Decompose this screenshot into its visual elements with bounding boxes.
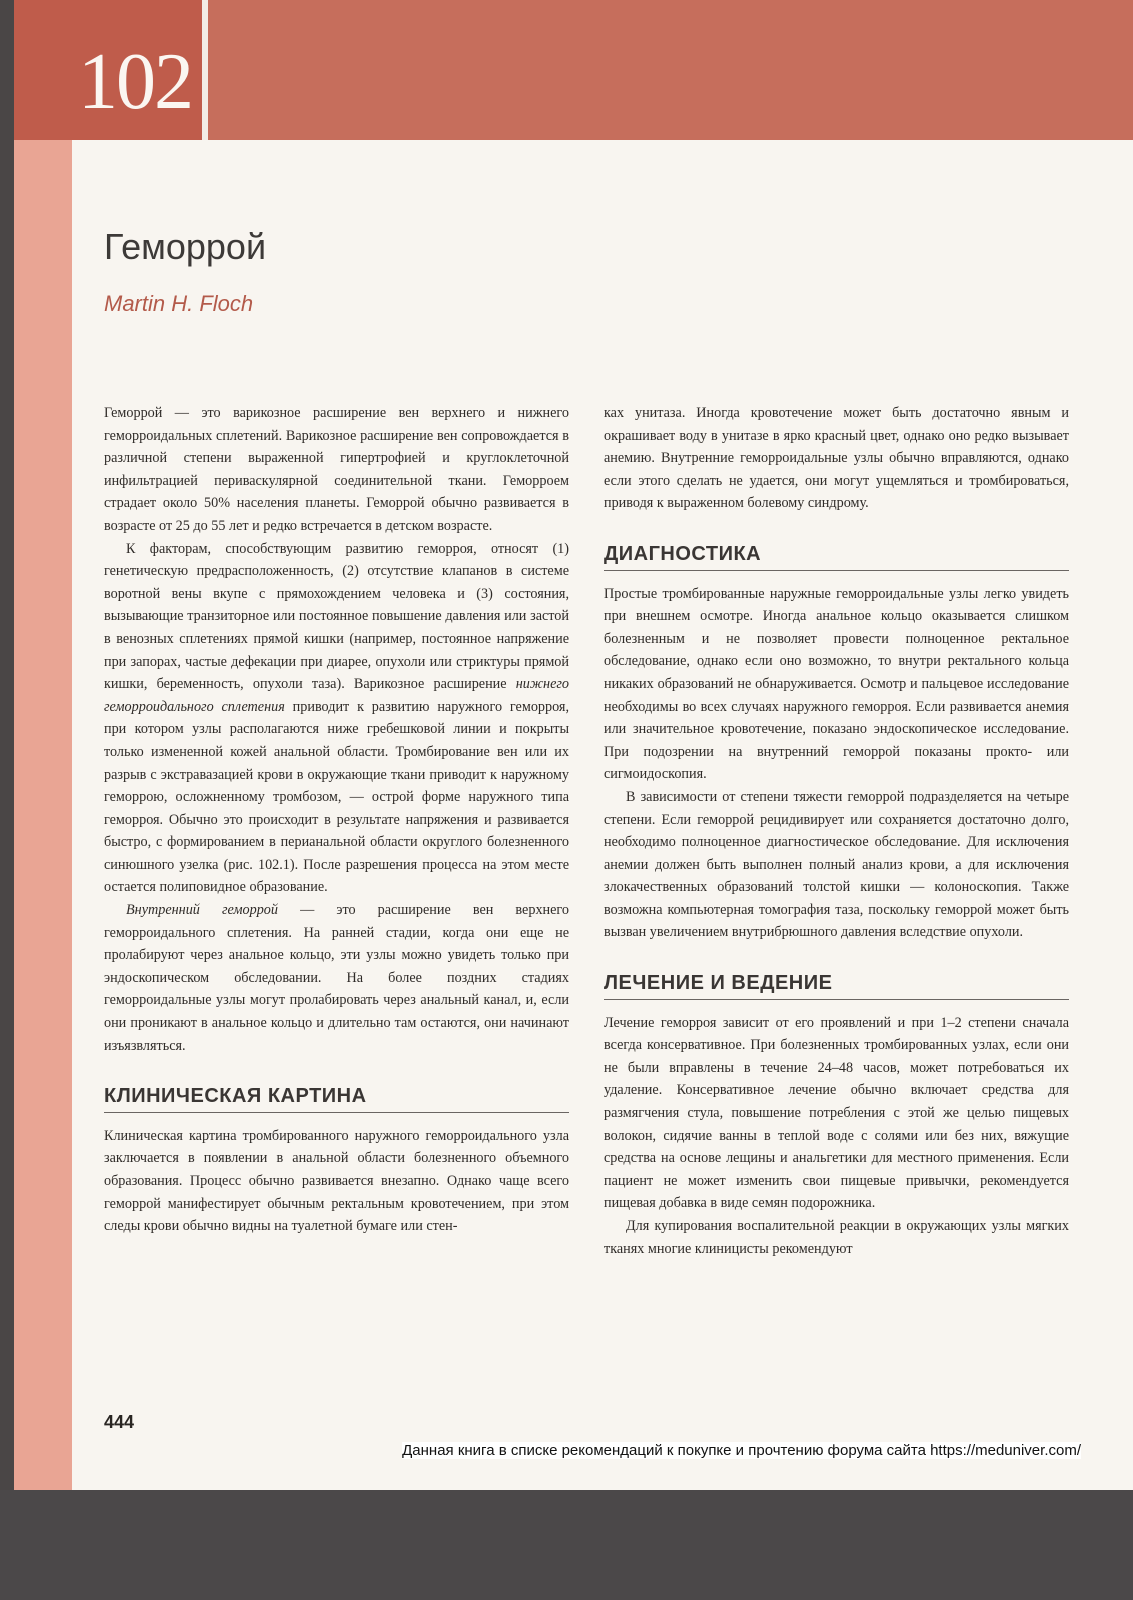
paragraph [604,583,1069,786]
paragraph [604,1215,1069,1260]
paragraph [604,786,1069,944]
paragraph [604,402,1069,515]
paragraph-text: Клиническая картина тромбированного наружного геморроидального узла заключается в появлении в анальной области болезненного объемного образования. Процесс обычно развивается внезапно. Однако чаще всего геморрой манифестирует обычным ректальным кровотечением, при этом следы крови обычно видны на туалетной бумаге или стен- [104,1127,569,1235]
paragraph [104,402,569,538]
paragraph [104,538,569,900]
paragraph-text: Для купирования воспалительной реакции в окружающих узлы мягких тканях многие клиницисты рекомендуют [604,1218,1069,1257]
paragraph-text: К факторам, способствующим развитию геморроя, относят (1) генетическую предрасположенность, (2) отсутствие клапанов в системе воротной вены вкупе с прямохождением человека и (3) состояния, вызывающие транзиторное или постоянное повышение давления или застой в венозных сплетениях прямой кишки (например, постоянное напряжение при запорах, частые дефекации при диарее, опухоли или стриктуры прямой кишки, беременность, опухоли таза). Варикозное расширение [104,540,569,693]
paragraph-text: Лечение геморроя зависит от его проявлений и при 1–2 степени сначала всегда консервативное. При болезненных тромбированных узлах, если они не были вправлены в течение 24–48 часов, может потребоваться их удаление. Консервативное лечение обычно включает средства для размягчения стула, повышение потребления с этой же целью пищевых волокон, сидячие ванны в теплой воде с солями или без них, вяжущие средства на основе лещины и анальгетики для местного применения. Если пациент не может изменить свои пищевые привычки, рекомендуется пищевая добавка в виде семян подорожника. [604,1014,1069,1212]
chapter-header-bar [208,0,1133,140]
footer-note: Данная книга в списке рекомендаций к покупке и прочтению форума сайта https://meduniver.com/ [402,1442,1081,1459]
section-heading-clinical: КЛИНИЧЕСКАЯ КАРТИНА [104,1085,569,1113]
left-column [104,402,569,1238]
scan-bottom-bar [0,1490,1133,1600]
paragraph [604,1012,1069,1215]
left-scan-edge [0,0,14,1490]
paragraph-text: Геморрой — это варикозное расширение вен верхнего и нижнего геморроидальных сплетений. Варикозное расширение вен сопровождается в различной степени выраженной гипертрофией и круглоклеточной инфильтрацией периваскулярной соединительной ткани. Геморроем страдает около 50% населения планеты. Геморрой обычно развивается в возрасте от 25 до 55 лет и редко встречается в детском возрасте. [104,405,569,534]
paragraph-text: Простые тромбированные наружные геморроидальные узлы легко увидеть при внешнем осмотре. Иногда анальное кольцо оказывается слишком болезненным и не позволяет провести полноценное ректальное обследование, однако если оно возможно, то внутри ректального кольца никаких образований не обнаруживается. Осмотр и пальцевое исследование необходимы во всех случаях наружного геморроя. Если развивается анемия или значительное кровотечение, показано эндоскопическое исследование. При подозрении на внутренний геморрой показаны прокто- или сигмоидоскопия. [604,585,1069,783]
paragraph-text: — это расширение вен верхнего геморроидального сплетения. На ранней стадии, когда они еще не пролабируют через анальное кольцо, эти узлы можно увидеть только при эндоскопическом обследовании. На более поздних стадиях геморроидальные узлы могут пролабировать через анальный канал, и, если они проникают в анальное кольцо и длительно там остаются, они начинают изъязвляться. [104,902,569,1054]
emphasis-term: Внутренний геморрой [126,902,278,919]
right-column [604,402,1069,1260]
emphasis-term: нижнего геморроидального сплетения [104,676,569,715]
page-number: 444 [104,1412,135,1432]
paragraph-text: В зависимости от степени тяжести геморрой подразделяется на четыре степени. Если геморрой рецидивирует или сохраняется достаточно долго, необходимо полноценное диагностическое обследование. Для исключения анемии должен быть выполнен полный анализ крови, а для исключения злокачественных образований толстой кишки — колоноскопия. Также возможна компьютерная томография таза, поскольку геморрой может быть вызван увеличением внутрибрюшного давления вследствие опухоли. [604,788,1069,941]
chapter-author: Martin H. Floch [104,291,254,316]
section-heading-treatment: ЛЕЧЕНИЕ И ВЕДЕНИЕ [604,972,1069,1000]
paragraph-text: ках унитаза. Иногда кровотечение может быть достаточно явным и окрашивает воду в унитазе в ярко красный цвет, однако оно редко вызывает анемию. Внутренние геморроидальные узлы обычно вправляются, однако если этого сделать не удается, они могут ущемляться и тромбироваться, приводя к выраженном болевому синдрому. [604,405,1069,512]
chapter-number: 102 [78,38,192,126]
section-heading-diagnostics: ДИАГНОСТИКА [604,543,1069,571]
paragraph [104,899,569,1057]
chapter-title: Геморрой [104,226,267,267]
paragraph-text: приводит к развитию наружного геморроя, при котором узлы располагаются ниже гребешковой линии и покрыты только измененной кожей анальной области. Тромбирование вен или их разрыв с экстравазацией крови в окружающие ткани приводит к наружному геморрою, осложненному тромбозом, — острой форме наружного типа геморроя. Обычно это происходит в результате напряжения и развивается быстро, с формированием в перианальной области округлого болезненного синюшного узелка (рис. 102.1). После разрешения процесса на этом месте остается полиповидное образование. [104,698,569,896]
paragraph [104,1125,569,1238]
